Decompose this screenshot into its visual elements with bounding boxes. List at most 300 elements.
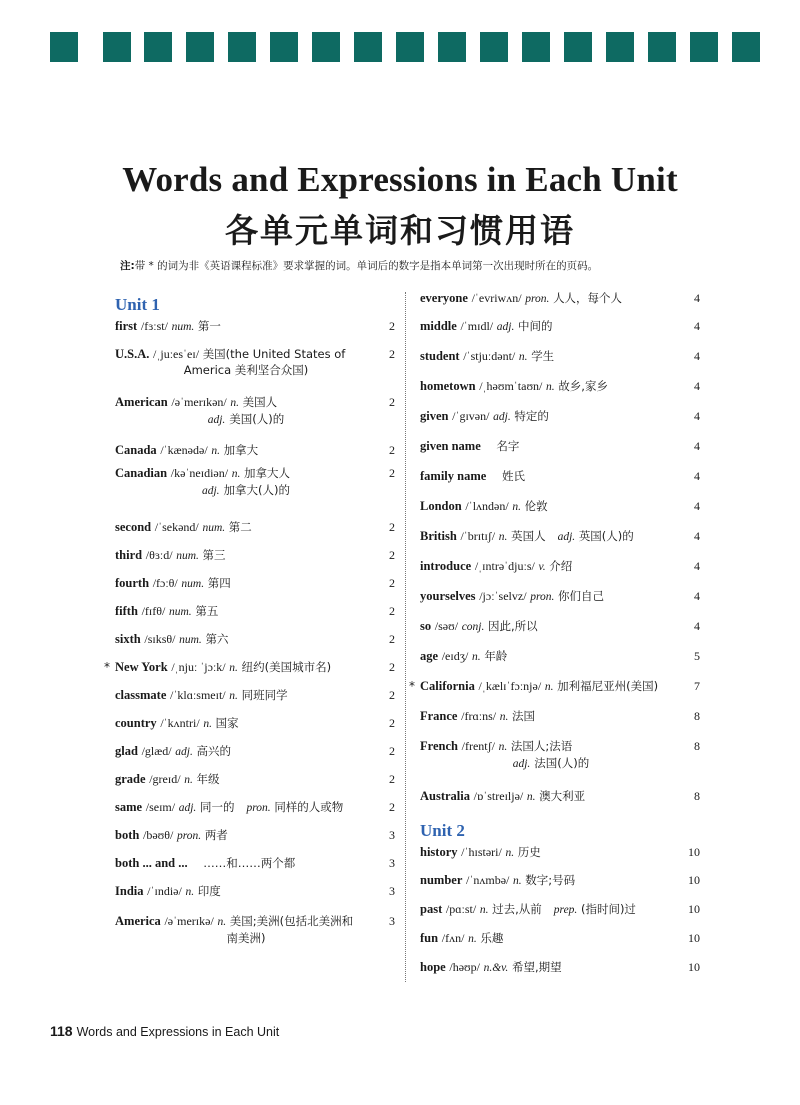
headword: given [420,409,449,423]
word-entry [420,558,700,588]
page-ref: 4 [694,291,700,305]
part-of-speech: n. [479,904,489,916]
page-ref: 2 [389,548,395,562]
meaning: 法国人;法语 [510,739,573,753]
meaning: 两者 [204,828,228,842]
unit-heading: Unit 2 [420,821,465,840]
part-of-speech: n. [231,468,241,480]
part-of-speech: n. [229,690,238,702]
part-of-speech: n. [184,774,193,786]
page-ref: 2 [389,688,395,702]
meaning: 美国;美洲(包括北美洲和 [229,914,354,928]
word-entry [420,348,700,378]
word-entry [420,901,700,930]
phonetic: /ˈmɪdl/ [460,319,494,333]
meaning: 第六 [205,632,229,646]
entry-line [115,772,219,786]
headword: classmate [115,688,167,702]
decor-square [732,32,760,62]
part-of-speech: n. [546,381,555,393]
word-entry [115,827,395,855]
entry-line [115,395,277,409]
headword: U.S.A. [115,347,150,361]
footer-text: Words and Expressions in Each Unit [76,1025,280,1039]
phonetic: /ˌnjuː ˈjɔːk/ [171,660,226,674]
phonetic: /ˈkʌntri/ [160,716,200,730]
word-list [409,290,700,816]
word-list [104,318,395,953]
entry-line [420,845,541,859]
page-ref: 2 [389,520,395,534]
headword: fifth [115,604,138,618]
meaning: 英国(人)的 [578,529,634,543]
decor-square [312,32,340,62]
part-of-speech: n. [229,662,238,674]
decor-square [103,32,131,62]
page-ref: 2 [389,347,395,361]
phonetic: /ɒˈstreɪljə/ [473,789,524,803]
headword: hope [420,960,446,974]
part-of-speech: n. [468,933,477,945]
page-ref: 2 [389,660,395,674]
part-of-speech: n. [512,501,521,513]
page-ref: 5 [694,649,700,663]
page-ref: 2 [389,604,395,618]
entry-line [115,520,252,534]
page-title-en: Words and Expressions in Each Unit [122,160,678,199]
headword: same [115,800,143,814]
word-entry [115,913,395,953]
headword: British [420,529,457,543]
part-of-speech: num. [181,578,205,590]
word-list [420,844,700,988]
header-decoration [0,0,800,100]
entry-line [420,291,622,305]
meaning: 英国人 [511,529,546,543]
headword: glad [115,744,138,758]
part-of-speech: prep. [553,904,578,916]
left-column [104,290,395,953]
part-of-speech: n.&v. [483,962,509,974]
headword: first [115,319,138,333]
part-of-speech: adj. [201,485,220,497]
headword: New York [115,660,168,674]
part-of-speech: pron. [525,293,550,305]
decor-square [522,32,550,62]
entry-line [420,649,507,663]
word-entry [420,844,700,872]
phonetic: /ˌɪntrəˈdjuːs/ [474,559,535,573]
meaning: 特定的 [514,409,549,423]
meaning: 同样的人或物 [274,800,344,814]
page-ref: 8 [694,709,700,723]
decor-square [144,32,172,62]
page-ref: 10 [688,902,700,916]
part-of-speech: n. [544,681,554,693]
column-divider [405,292,406,982]
entry-line [115,828,228,842]
page-ref: 4 [694,559,700,573]
word-entry [115,547,395,575]
meaning: 澳大利亚 [539,789,586,803]
right-column [409,290,700,988]
headword: London [420,499,462,513]
headword: America [115,914,161,928]
decor-square [270,32,298,62]
entry-line [115,800,343,814]
word-entry [420,408,700,438]
part-of-speech: num. [202,522,226,534]
part-of-speech: num. [168,606,192,618]
headword: family name [420,469,487,483]
word-entry [420,788,700,816]
phonetic: /ˈkænədə/ [160,443,208,457]
page-ref: 4 [694,349,700,363]
entry-line-2 [115,930,373,946]
meaning: 姓氏 [501,469,525,483]
word-entry [420,528,700,558]
decor-square [438,32,466,62]
word-entry [420,738,700,788]
entry-line [420,873,575,887]
meaning: 伦敦 [524,499,548,513]
entry-line [420,439,519,453]
part-of-speech: num. [179,634,202,646]
decor-square [354,32,382,62]
headword: hometown [420,379,476,393]
part-of-speech: n. [230,397,240,409]
meaning: 学生 [531,349,555,363]
page-ref: 4 [694,499,700,513]
meaning: 第三 [202,548,226,562]
headword: so [420,619,432,633]
unit-heading: Unit 1 [115,295,160,314]
page-ref: 10 [688,960,700,974]
part-of-speech: n. [499,711,509,723]
meaning: 历史 [517,845,541,859]
phonetic: /θɜːd/ [145,548,173,562]
page-ref: 4 [694,439,700,453]
phonetic: /glæd/ [141,744,172,758]
headword: California [420,679,475,693]
part-of-speech: v. [538,561,546,573]
entry-line-2 [115,362,373,378]
phonetic: /ˈgɪvən/ [452,409,490,423]
word-entry [115,799,395,827]
meaning: 法国(人)的 [534,756,590,770]
word-entry [420,930,700,959]
phonetic: /fʌn/ [441,931,465,945]
headword: third [115,548,143,562]
entry-line [420,499,548,513]
note-text: 带 * 的词为非《英语课程标准》要求掌握的词。单词后的数字是指本单词第一次出现时所在的页码。 [134,260,599,272]
headword: fun [420,931,439,945]
page-ref: 8 [694,789,700,803]
headword: France [420,709,458,723]
headword: grade [115,772,146,786]
word-entry [420,648,700,678]
word-entry [104,659,395,687]
entry-line [420,379,608,393]
entry-line [420,349,554,363]
word-entry [115,715,395,743]
meaning: 中间的 [518,319,553,333]
page-ref: 2 [389,319,395,333]
phonetic: /fɜːst/ [140,319,168,333]
meaning: 同一的 [199,800,235,814]
meaning: 你们自己 [558,589,605,603]
decor-square [690,32,718,62]
headword: Canada [115,443,157,457]
word-entry [420,378,700,408]
meaning: 人人，每个人 [553,291,623,305]
part-of-speech: n. [472,651,481,663]
headword: middle [420,319,457,333]
part-of-speech: adj. [178,802,197,814]
part-of-speech: pron. [176,830,202,842]
page-number: 118 [50,1023,73,1039]
entry-line [420,409,549,423]
part-of-speech: num. [171,321,195,333]
meaning: 加拿大 [223,443,259,457]
phonetic: /ˈlʌndən/ [465,499,509,513]
part-of-speech: n. [217,916,227,928]
page-ref: 4 [694,529,700,543]
entry-line [115,716,239,730]
phonetic: /frentʃ/ [461,739,495,753]
meaning: 加利福尼亚州(美国) [557,679,659,693]
entry-line [420,559,572,573]
meaning: 南美洲) [226,931,266,945]
meaning: 法国 [512,709,536,723]
phonetic: /ˈbrɪtɪʃ/ [460,529,496,543]
part-of-speech: adj. [496,321,515,333]
phonetic: /seɪm/ [145,800,176,814]
page-ref: 2 [389,576,395,590]
word-entry [115,603,395,631]
word-entry [420,588,700,618]
entry-line-2 [420,755,678,772]
word-entry [420,290,700,318]
word-entry [420,618,700,648]
word-entry [115,575,395,603]
part-of-speech: adj. [493,411,511,423]
phonetic: /frɑːns/ [461,709,497,723]
decor-square [50,32,78,62]
meaning: 名字 [496,439,520,453]
word-entry [420,708,700,738]
part-of-speech: n. [185,886,195,898]
headword: Canadian [115,466,168,480]
page-ref: 3 [389,828,395,842]
page-ref: 2 [389,632,395,646]
phonetic: /pɑːst/ [445,902,477,916]
headword: everyone [420,291,468,305]
word-entry [115,346,395,394]
entry-line [420,679,658,693]
word-entry [115,318,395,346]
meaning: (指时间)过 [580,902,636,916]
headword: introduce [420,559,472,573]
page-ref: 4 [694,619,700,633]
page-footer [50,1023,279,1039]
part-of-speech: n. [211,445,220,457]
page-ref: 10 [688,873,700,887]
part-of-speech: conj. [461,621,485,633]
note-label: 注: [120,260,135,272]
word-entry [409,678,700,708]
word-entry [115,883,395,913]
meaning: 故乡,家乡 [558,379,608,393]
word-entry [420,468,700,498]
meaning: 第五 [195,604,219,618]
meaning: 加拿大人 [244,466,291,480]
entry-line [420,319,553,333]
phonetic: /eɪdʒ/ [441,649,469,663]
entry-line [115,347,345,361]
headword: both ... and ... [115,856,188,870]
word-entry [420,498,700,528]
star-mark: * [104,660,110,674]
page-ref: 10 [688,931,700,945]
word-entry [115,442,395,465]
phonetic: /ˌjuːesˈeɪ/ [153,347,200,361]
headword: India [115,884,144,898]
page-title-zh: 各单元单词和习惯用语 [225,211,575,250]
phonetic: /ˈstjuːdənt/ [463,349,516,363]
part-of-speech: adj. [175,746,193,758]
decor-square [186,32,214,62]
decor-square [396,32,424,62]
headword: number [420,873,463,887]
entry-line [115,744,231,758]
entry-line [420,469,525,483]
page-ref: 2 [389,443,395,457]
word-entry [115,771,395,799]
phonetic: /ˈɪndiə/ [147,884,182,898]
part-of-speech: n. [518,351,528,363]
part-of-speech: pron. [246,802,271,814]
page-ref: 2 [389,772,395,786]
decor-square [606,32,634,62]
phonetic: /əˈmerɪkə/ [164,914,214,928]
headword: sixth [115,632,141,646]
entry-line [420,902,636,916]
page-ref: 2 [389,716,395,730]
phonetic: /greɪd/ [149,772,181,786]
part-of-speech: adj. [207,414,226,426]
decor-square [648,32,676,62]
meaning: 年龄 [484,649,508,663]
entry-line [420,931,503,945]
entry-line [420,960,562,974]
part-of-speech: n. [498,531,508,543]
meaning: 年级 [196,772,220,786]
meaning: 加拿大(人)的 [223,483,291,497]
entry-line [115,466,290,480]
headword: American [115,395,168,409]
part-of-speech: adj. [557,531,576,543]
word-entry [420,318,700,348]
word-entry [115,743,395,771]
page-ref: 10 [688,845,700,859]
meaning: 第一 [197,319,221,333]
phonetic: /ˈevriwʌn/ [471,291,522,305]
entry-line [420,709,535,723]
phonetic: /ˈhɪstəri/ [461,845,502,859]
meaning: ……和……两个都 [203,856,296,870]
headword: Australia [420,789,470,803]
headword: second [115,520,152,534]
page-ref: 4 [694,469,700,483]
meaning: 美国人 [242,395,278,409]
meaning: 数字;号码 [525,873,576,887]
phonetic: /əˈmerɪkən/ [171,395,227,409]
note [120,258,598,273]
entry-line [420,739,572,753]
entry-line [420,619,538,633]
page-ref: 4 [694,589,700,603]
entry-line [115,548,226,562]
entry-line [115,660,331,674]
part-of-speech: n. [203,718,212,730]
entry-line-2 [115,411,373,428]
phonetic: /fɔːθ/ [152,576,178,590]
phonetic: /həʊp/ [449,960,480,974]
meaning: 国家 [215,716,239,730]
entry-line [115,319,221,333]
phonetic: /ˈklɑːsmeɪt/ [170,688,226,702]
page-ref: 7 [694,679,700,693]
part-of-speech: n. [498,741,508,753]
phonetic: /ˌhəʊmˈtaʊn/ [479,379,543,393]
phonetic: /fɪfθ/ [141,604,166,618]
word-entry [115,519,395,547]
page-ref: 4 [694,409,700,423]
decor-square [480,32,508,62]
meaning: 美国(the United States of [202,347,346,361]
entry-line [420,529,634,543]
entry-line [115,632,228,646]
meaning: 印度 [197,884,221,898]
meaning: 乐趣 [480,931,504,945]
entry-line [420,589,604,603]
part-of-speech: n. [513,875,522,887]
decor-square [228,32,256,62]
entry-line [115,914,353,928]
entry-line [115,604,218,618]
headword: past [420,902,443,916]
meaning: 希望,期望 [511,960,562,974]
part-of-speech: n. [526,791,536,803]
decor-square [564,32,592,62]
entry-line [115,576,231,590]
entry-line [420,789,585,803]
page-ref: 3 [389,884,395,898]
headword: age [420,649,439,663]
page-ref: 8 [694,739,700,753]
phonetic: /səʊ/ [434,619,459,633]
part-of-speech: pron. [530,591,555,603]
phonetic: /sɪksθ/ [144,632,176,646]
headword: country [115,716,157,730]
page-ref: 2 [389,395,395,409]
entry-line [115,884,221,898]
phonetic: /ˈsekənd/ [154,520,199,534]
phonetic: /jɔːˈselvz/ [479,589,527,603]
word-entry [115,687,395,715]
part-of-speech: adj. [512,758,531,770]
